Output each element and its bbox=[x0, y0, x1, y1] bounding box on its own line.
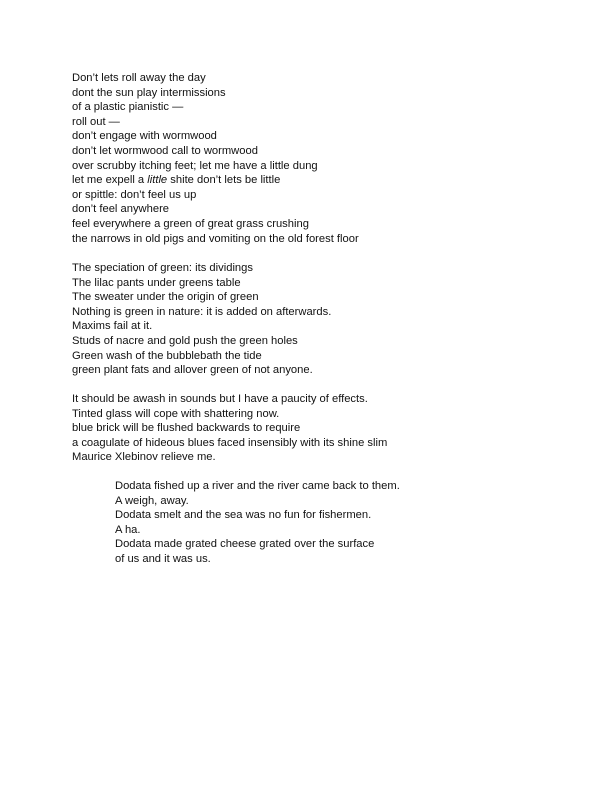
poem-line: blue brick will be flushed backwards to require bbox=[72, 422, 301, 435]
stanza-2 bbox=[72, 261, 331, 378]
poem-line: A weigh, away. bbox=[115, 494, 189, 507]
poem-line-text: shite don’t lets be little bbox=[167, 174, 281, 187]
stanza-1 bbox=[72, 71, 359, 246]
poem-line: Green wash of the bubblebath the tide bbox=[72, 349, 262, 362]
poem-line: Maxims fail at it. bbox=[72, 320, 153, 333]
poem-line: the narrows in old pigs and vomiting on the old forest floor bbox=[72, 232, 359, 245]
italic-word: little bbox=[147, 174, 168, 187]
poem-line: over scrubby itching feet; let me have a little dung bbox=[72, 159, 318, 172]
poem-line: The speciation of green: its dividings bbox=[72, 262, 253, 274]
stanza-4-indented bbox=[115, 479, 400, 567]
poem-line: A ha. bbox=[115, 523, 141, 536]
poem-line: Maurice Xlebinov relieve me. bbox=[72, 451, 216, 464]
poem-line: Studs of nacre and gold push the green holes bbox=[72, 334, 298, 347]
stanza-3 bbox=[72, 392, 387, 465]
poem-line: dont the sun play intermissions bbox=[72, 86, 226, 99]
poem-line: green plant fats and allover green of not anyone. bbox=[72, 364, 313, 377]
poem-line: feel everywhere a green of great grass crushing bbox=[72, 217, 309, 230]
poem-line: don’t let wormwood call to wormwood bbox=[72, 144, 258, 157]
poem-line: Nothing is green in nature: it is added on afterwards. bbox=[72, 305, 332, 318]
poem-line: a coagulate of hideous blues faced insensibly with its shine slim bbox=[72, 436, 388, 449]
poem-line: don’t feel anywhere bbox=[72, 203, 170, 216]
poem-line: Tinted glass will cope with shattering now. bbox=[72, 407, 280, 420]
poem-line bbox=[72, 173, 359, 188]
poem-line: don’t engage with wormwood bbox=[72, 130, 217, 143]
poem-line: Dodata smelt and the sea was no fun for fishermen. bbox=[115, 509, 372, 522]
poem-line: The lilac pants under greens table bbox=[72, 276, 241, 289]
poem-line: The sweater under the origin of green bbox=[72, 291, 259, 304]
poem-line: of us and it was us. bbox=[115, 552, 211, 565]
poem-line: Dodata fished up a river and the river came back to them. bbox=[115, 480, 400, 492]
poem-line: It should be awash in sounds but I have a paucity of effects. bbox=[72, 393, 368, 405]
poem-line: Don’t lets roll away the day bbox=[72, 72, 206, 84]
poem-line: roll out — bbox=[72, 115, 120, 128]
poem-line: or spittle: don’t feel us up bbox=[72, 188, 197, 201]
poem-line-text: let me expell a bbox=[72, 174, 148, 187]
poem-line: Dodata made grated cheese grated over the surface bbox=[115, 538, 375, 551]
poem-line: of a plastic pianistic — bbox=[72, 101, 184, 114]
